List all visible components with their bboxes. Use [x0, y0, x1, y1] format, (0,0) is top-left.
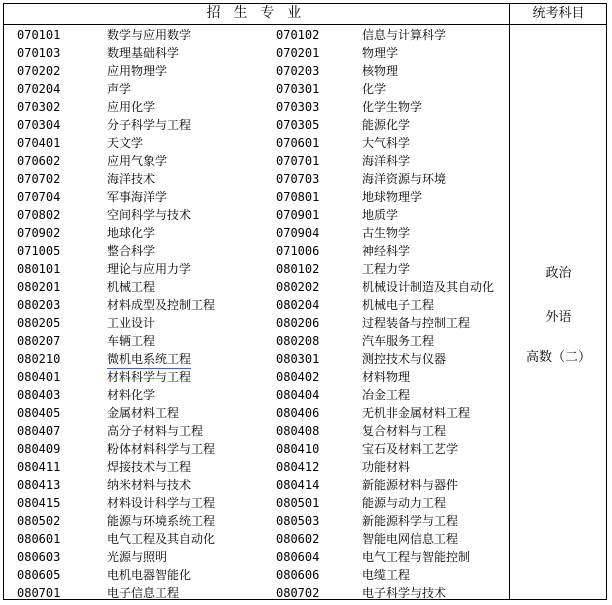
- major-name: 古生物学: [362, 226, 411, 240]
- table-row: [0, 296, 509, 314]
- major-name: 海洋技术: [107, 172, 156, 186]
- table-row: [0, 152, 509, 170]
- major-code: 070601: [276, 136, 320, 150]
- major-code: 080206: [276, 316, 320, 330]
- major-code: 070701: [276, 154, 320, 168]
- major-code: 080415: [17, 496, 61, 510]
- header-major: 招 生 专 业: [206, 5, 306, 21]
- table-row: [0, 494, 509, 512]
- major-name: 材料设计科学与工程: [107, 496, 216, 510]
- major-code: 080204: [276, 298, 320, 312]
- exam-subject-math: 高数（二）: [525, 350, 591, 365]
- major-name: 神经科学: [362, 244, 411, 258]
- major-name: 过程装备与控制工程: [362, 316, 471, 330]
- major-code: 080404: [276, 388, 320, 402]
- major-name: 空间科学与技术: [107, 208, 192, 222]
- major-name: 化学生物学: [362, 100, 423, 114]
- major-code: 080403: [17, 388, 61, 402]
- table-row: [0, 530, 509, 548]
- table-row: [0, 80, 509, 98]
- major-code: 080502: [17, 514, 61, 528]
- major-code: 080408: [276, 424, 320, 438]
- major-code: 070305: [276, 118, 320, 132]
- major-code: 080605: [17, 568, 61, 582]
- major-name: 整合科学: [107, 244, 156, 258]
- table-row: [0, 476, 509, 494]
- major-code: 070602: [17, 154, 61, 168]
- table-row: [0, 116, 509, 134]
- major-code: 070901: [276, 208, 320, 222]
- major-name: 电子信息工程: [107, 586, 180, 600]
- major-name: 智能电网信息工程: [362, 532, 459, 546]
- major-code: 070704: [17, 190, 61, 204]
- major-code: 080102: [276, 262, 320, 276]
- major-name: 工程力学: [362, 262, 411, 276]
- major-code: 070303: [276, 100, 320, 114]
- major-name: 应用化学: [107, 100, 156, 114]
- major-code: 080203: [17, 298, 61, 312]
- major-name: 冶金工程: [362, 388, 411, 402]
- major-name: 汽车服务工程: [362, 334, 435, 348]
- major-code: 070801: [276, 190, 320, 204]
- major-code: 080411: [17, 460, 61, 474]
- major-name: 机械工程: [107, 280, 156, 294]
- major-code: 080201: [17, 280, 61, 294]
- major-code: 080412: [276, 460, 320, 474]
- major-code: 070401: [17, 136, 61, 150]
- major-code: 080410: [276, 442, 320, 456]
- major-code: 080210: [17, 352, 61, 366]
- major-code: 070304: [17, 118, 61, 132]
- major-name: 新能源科学与工程: [362, 514, 459, 528]
- major-name: 材料科学与工程: [107, 370, 192, 384]
- major-name: 声学: [107, 82, 132, 96]
- major-name: 车辆工程: [107, 334, 156, 348]
- major-code: 070201: [276, 46, 320, 60]
- major-name: 化学: [362, 82, 387, 96]
- major-code: 080401: [17, 370, 61, 384]
- major-code: 080406: [276, 406, 320, 420]
- exam-subject-foreign-language: 外语: [545, 310, 572, 325]
- exam-subject-politics: 政治: [545, 266, 572, 281]
- major-name: 电气工程与智能控制: [362, 550, 471, 564]
- table-row: [0, 62, 509, 80]
- table-row: [0, 206, 509, 224]
- major-code: 070904: [276, 226, 320, 240]
- table-row: [0, 188, 509, 206]
- major-code: 071005: [17, 244, 61, 258]
- major-code: 080501: [276, 496, 320, 510]
- major-code: 080202: [276, 280, 320, 294]
- major-name: 核物理: [362, 64, 399, 78]
- major-name: 材料化学: [107, 388, 156, 402]
- major-name: 电机电器智能化: [107, 568, 192, 582]
- major-name: 焊接技术与工程: [107, 460, 192, 474]
- major-code: 070203: [276, 64, 320, 78]
- major-name: 物理学: [362, 46, 399, 60]
- major-code: 080604: [276, 550, 320, 564]
- major-code: 071006: [276, 244, 320, 258]
- major-code: 070103: [17, 46, 61, 60]
- major-code: 070902: [17, 226, 61, 240]
- major-name: 材料成型及控制工程: [107, 298, 216, 312]
- major-name: 纳米材料与技术: [107, 478, 192, 492]
- table-row: [0, 242, 509, 260]
- major-name: 地球物理学: [362, 190, 423, 204]
- table-row: [0, 170, 509, 188]
- major-code: 070302: [17, 100, 61, 114]
- table-row: [0, 512, 509, 530]
- major-name: 天文学: [107, 136, 144, 150]
- major-code: 070703: [276, 172, 320, 186]
- major-code: 080205: [17, 316, 61, 330]
- table-row: [0, 458, 509, 476]
- major-name: 军事海洋学: [107, 190, 168, 204]
- major-name: 地球化学: [107, 226, 156, 240]
- table-row: [0, 134, 509, 152]
- major-name: 大气科学: [362, 136, 411, 150]
- major-code: 080602: [276, 532, 320, 546]
- major-code: 080409: [17, 442, 61, 456]
- major-code: 070301: [276, 82, 320, 96]
- major-name: 光源与照明: [107, 550, 168, 564]
- table-row: [0, 548, 509, 566]
- major-name: 复合材料与工程: [362, 424, 447, 438]
- major-name: 机械设计制造及其自动化: [362, 280, 495, 294]
- header-exam-subjects: 统考科目: [532, 6, 585, 21]
- table-row: [0, 368, 509, 386]
- major-name: 测控技术与仪器: [362, 352, 447, 366]
- table-row: [0, 260, 509, 278]
- major-code: 070204: [17, 82, 61, 96]
- table-row: [0, 566, 509, 584]
- table-row: [0, 332, 509, 350]
- table-row: [0, 98, 509, 116]
- major-code: 080301: [276, 352, 320, 366]
- table-row: [0, 26, 509, 44]
- major-code: 080701: [17, 586, 61, 600]
- major-name: 数学与应用数学: [107, 28, 192, 42]
- major-code: 070101: [17, 28, 61, 42]
- major-name: 电缆工程: [362, 568, 411, 582]
- table-row: [0, 422, 509, 440]
- major-code: 070802: [17, 208, 61, 222]
- major-code: 080402: [276, 370, 320, 384]
- major-name: 能源化学: [362, 118, 411, 132]
- major-name: 海洋资源与环境: [362, 172, 447, 186]
- major-code: 070202: [17, 64, 61, 78]
- major-name: 理论与应用力学: [107, 262, 192, 276]
- major-code: 080407: [17, 424, 61, 438]
- major-code: 080207: [17, 334, 61, 348]
- major-code: 070102: [276, 28, 320, 42]
- major-code: 080603: [17, 550, 61, 564]
- major-code: 080503: [276, 514, 320, 528]
- major-code: 080702: [276, 586, 320, 600]
- major-name: 机械电子工程: [362, 298, 435, 312]
- major-name: 信息与计算科学: [362, 28, 447, 42]
- major-name: 微机电系统工程: [107, 350, 191, 369]
- major-name: 分子科学与工程: [107, 118, 192, 132]
- major-name: 新能源材料与器件: [362, 478, 459, 492]
- table-row: [0, 350, 509, 368]
- major-code: 080414: [276, 478, 320, 492]
- major-name: 材料物理: [362, 370, 411, 384]
- major-name: 应用气象学: [107, 154, 168, 168]
- major-name: 金属材料工程: [107, 406, 180, 420]
- major-name: 功能材料: [362, 460, 411, 474]
- column-divider: [509, 3, 510, 600]
- major-name: 无机非金属材料工程: [362, 406, 471, 420]
- header-divider: [3, 24, 607, 25]
- table-row: [0, 314, 509, 332]
- major-code: 080405: [17, 406, 61, 420]
- major-name: 工业设计: [107, 316, 156, 330]
- major-code: 080606: [276, 568, 320, 582]
- table-row: [0, 278, 509, 296]
- table-row: [0, 44, 509, 62]
- major-name: 高分子材料与工程: [107, 424, 204, 438]
- major-name: 应用物理学: [107, 64, 168, 78]
- major-name: 能源与动力工程: [362, 496, 447, 510]
- major-name: 地质学: [362, 208, 399, 222]
- table-row: [0, 386, 509, 404]
- major-code: 080208: [276, 334, 320, 348]
- major-code: 080413: [17, 478, 61, 492]
- major-name: 数理基础科学: [107, 46, 180, 60]
- major-code: 080601: [17, 532, 61, 546]
- table-row: [0, 224, 509, 242]
- major-code: 070702: [17, 172, 61, 186]
- table-row: [0, 404, 509, 422]
- table-row: [0, 440, 509, 458]
- major-name: 能源与环境系统工程: [107, 514, 216, 528]
- major-name: 海洋科学: [362, 154, 411, 168]
- major-name: 电子科学与技术: [362, 586, 447, 600]
- table-row: [0, 584, 509, 602]
- major-name: 电气工程及其自动化: [107, 532, 216, 546]
- major-code: 080101: [17, 262, 61, 276]
- major-name: 宝石及材料工艺学: [362, 442, 459, 456]
- major-name: 粉体材料科学与工程: [107, 442, 216, 456]
